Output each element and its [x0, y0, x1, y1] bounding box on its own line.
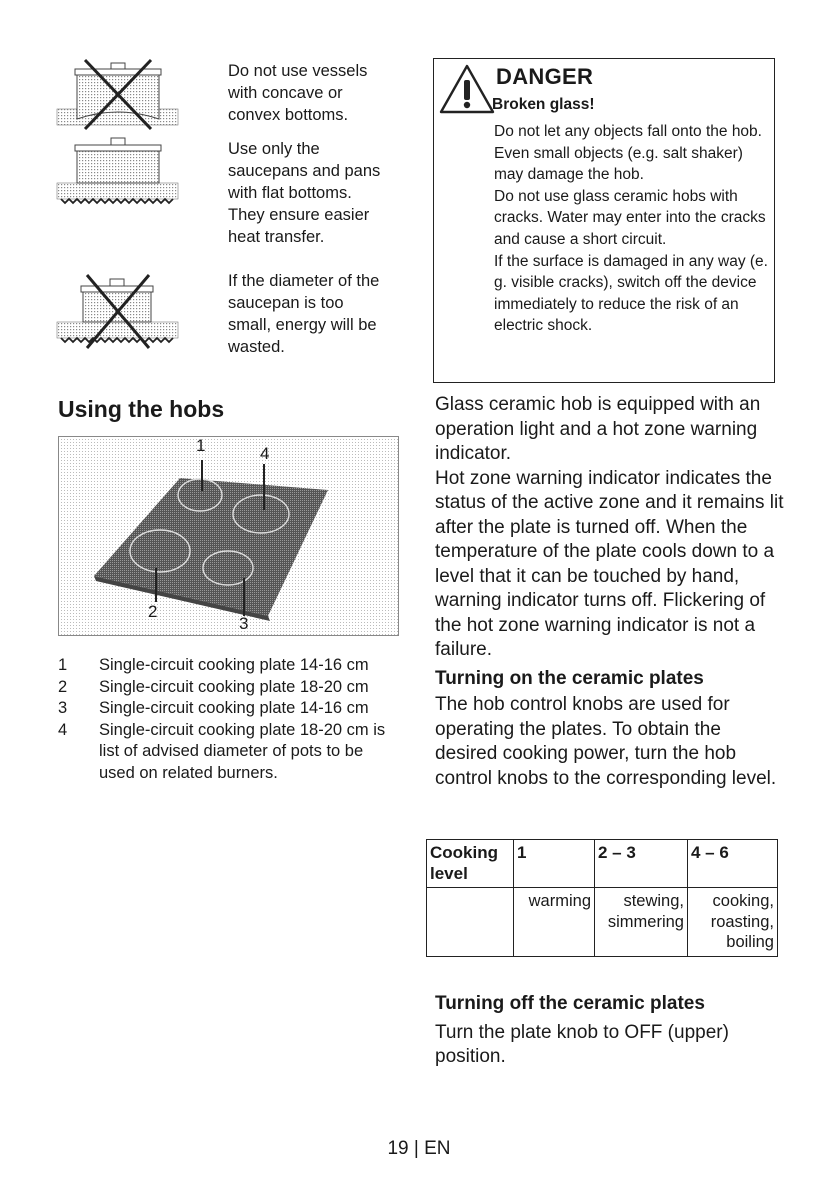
danger-paragraph: Do not use glass ceramic hobs with cracks. Water may enter into the cracks and cause a short circuit.	[494, 187, 766, 248]
legend-item	[58, 677, 403, 699]
table-header-cell: Cooking level	[427, 840, 514, 888]
hot-zone-description: Hot zone warning indicator indicates the status of the active zone and it remains lit after the plate is turned off. When the temperature of the plate cools down to a level that it can be touched by hand, warning indicator turns off. Flickering of the hot zone warning indicator is not a failure.	[435, 467, 784, 660]
legend-item	[58, 720, 403, 785]
danger-text	[494, 121, 774, 337]
danger-subtitle: Broken glass!	[492, 96, 595, 113]
pot-too-small-crossed-figure	[55, 272, 180, 352]
legend-number: 1	[58, 656, 68, 674]
danger-box	[433, 58, 775, 383]
hot-zone-intro: Glass ceramic hob is equipped with an operation light and a hot zone warning indicator.	[435, 394, 761, 464]
legend-text: Single-circuit cooking plate 18-20 cm	[99, 677, 369, 696]
pot-concave-crossed-figure	[55, 55, 180, 133]
turning-on-text: The hob control knobs are used for operating the plates. To obtain the desired cooking power, turn the hob control knobs to the corresponding level.	[435, 694, 777, 789]
legend-text: Single-circuit cooking plate 14-16 cm	[99, 656, 369, 674]
small-note	[228, 270, 388, 358]
legend-item	[58, 655, 403, 677]
legend-item	[58, 698, 403, 720]
hob-legend	[58, 655, 403, 784]
table-header-cell: 4 – 6	[688, 840, 778, 888]
page-footer: 19 | EN	[387, 1138, 451, 1159]
pot-flat-figure	[55, 133, 180, 211]
danger-paragraph: If the surface is damaged in any way (e. g. visible cracks), switch off the device immediately to reduce the risk of an electric shock.	[494, 252, 768, 335]
legend-number: 3	[58, 699, 68, 717]
diagram-label-3: 3	[239, 614, 249, 633]
table-header-cell: 1	[514, 840, 595, 888]
concave-text: Do not use vessels with concave or convex bottoms.	[228, 62, 368, 124]
diagram-label-2: 2	[148, 602, 158, 621]
legend-text: Single-circuit cooking plate 18-20 cm is list of advised diameter of pots to be used on related burners.	[99, 720, 386, 782]
diagram-label-4: 4	[260, 444, 270, 463]
table-row	[427, 888, 778, 957]
turning-off-section	[435, 992, 787, 1070]
cooking-level-table	[426, 839, 778, 957]
table-cell: cooking, roasting, boiling	[688, 888, 778, 957]
warning-triangle-icon	[438, 63, 496, 115]
diagram-label-1: 1	[196, 436, 206, 455]
right-column	[435, 393, 787, 791]
table-cell: warming	[514, 888, 595, 957]
table-header-cell: 2 – 3	[595, 840, 688, 888]
table-header-row	[427, 840, 778, 888]
danger-paragraph: Do not let any objects fall onto the hob. Even small objects (e.g. salt shaker) may damage the hob.	[494, 123, 762, 184]
turning-off-heading: Turning off the ceramic plates	[435, 993, 705, 1014]
turning-on-heading: Turning on the ceramic plates	[435, 667, 704, 689]
flat-text: Use only the saucepans and pans with flat bottoms. They ensure easier heat transfer.	[228, 140, 381, 246]
turning-off-text: Turn the plate knob to OFF (upper) position.	[435, 1021, 729, 1067]
table-cell: stewing, simmering	[595, 888, 688, 957]
legend-number: 2	[58, 677, 68, 696]
small-text: If the diameter of the saucepan is too small, energy will be wasted.	[228, 272, 380, 356]
flat-note	[228, 138, 388, 248]
table-cell	[427, 888, 514, 957]
section-title: Using the hobs	[58, 396, 225, 422]
concave-note	[228, 60, 388, 126]
hob-diagram	[58, 436, 399, 636]
legend-number: 4	[58, 720, 68, 739]
danger-title: DANGER	[496, 64, 594, 89]
legend-text: Single-circuit cooking plate 14-16 cm	[99, 699, 369, 717]
